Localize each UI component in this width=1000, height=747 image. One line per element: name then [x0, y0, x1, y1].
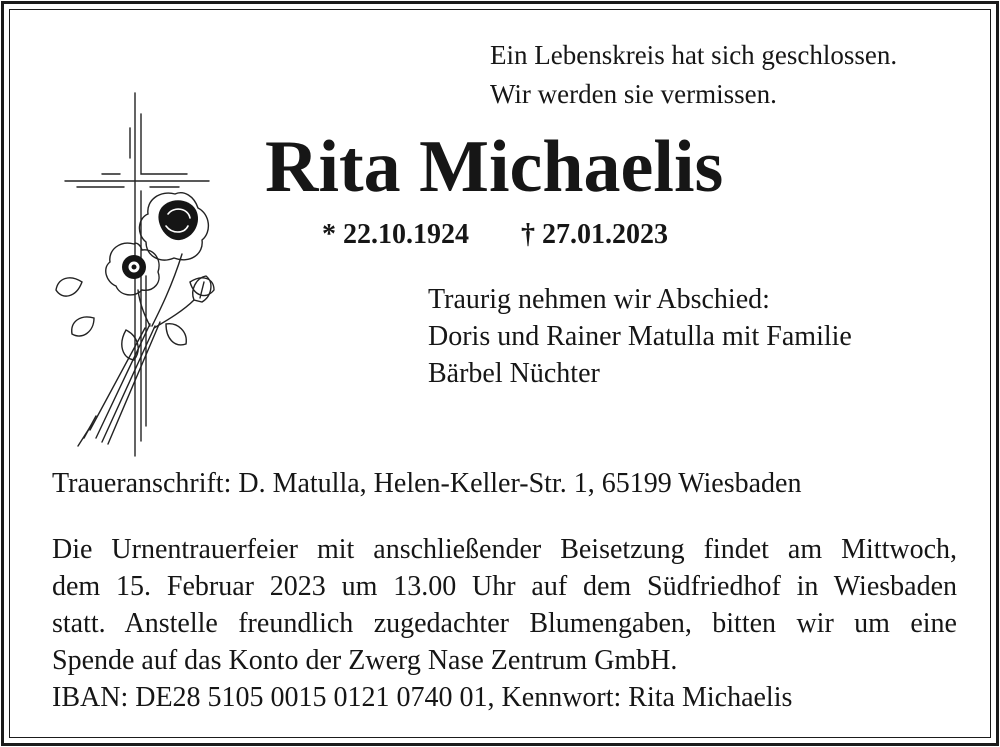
iban-line: IBAN: DE28 5105 0015 0121 0740 01, Kennwort: Rita Michaelis	[52, 682, 793, 713]
announcement-line-2: dem 15. Februar 2023 um 13.00 Uhr auf dem Südfriedhof in Wiesbaden	[52, 571, 957, 602]
announcement-line-1: Die Urnentrauerfeier mit anschließender Beisetzung findet am Mittwoch,	[52, 534, 957, 565]
life-dates	[322, 219, 668, 251]
deceased-name: Rita Michaelis	[265, 126, 724, 208]
funeral-announcement	[52, 531, 957, 716]
announcement-line-3: statt. Anstelle freundlich zugedachter Blumengaben, bitten wir um eine	[52, 608, 957, 639]
death-date: † 27.01.2023	[521, 219, 668, 250]
mourner-name-2: Bärbel Nüchter	[428, 358, 600, 389]
birth-date: * 22.10.1924	[322, 219, 469, 250]
announcement-line-4: Spende auf das Konto der Zwerg Nase Zentrum GmbH.	[52, 645, 678, 676]
mourners-block	[428, 281, 852, 392]
opening-line-1: Ein Lebenskreis hat sich geschlossen.	[490, 40, 898, 70]
condolence-address: Traueranschrift: D. Matulla, Helen-Keller-Str. 1, 65199 Wiesbaden	[52, 468, 802, 499]
mourner-name-1: Doris und Rainer Matulla mit Familie	[428, 321, 852, 352]
mourners-intro: Traurig nehmen wir Abschied:	[428, 284, 770, 315]
opening-line-2: Wir werden sie vermissen.	[490, 79, 777, 109]
cross-with-roses-illustration	[42, 86, 272, 471]
opening-phrase	[490, 36, 897, 114]
